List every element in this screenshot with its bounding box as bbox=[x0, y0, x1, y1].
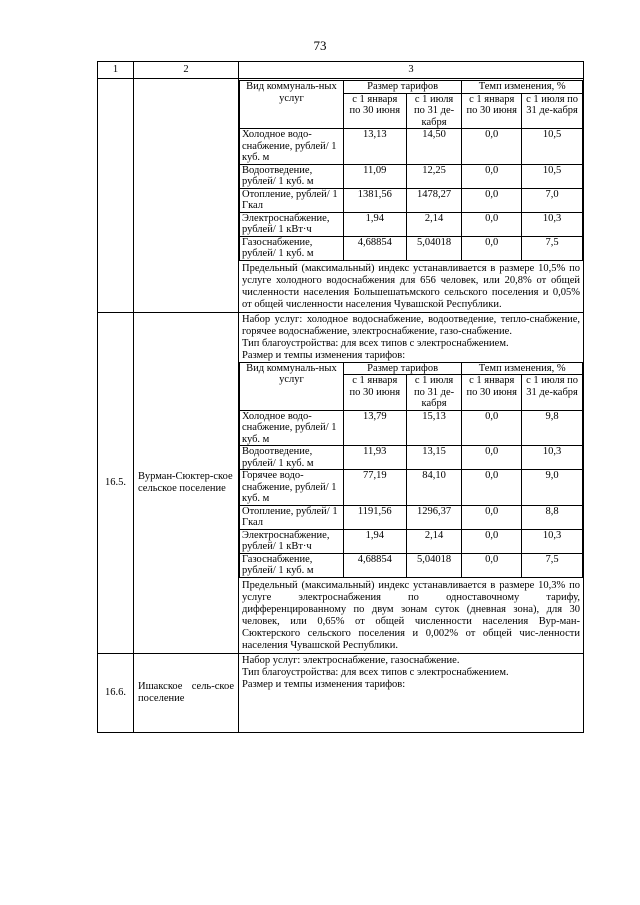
tariff-value: 1478,27 bbox=[406, 188, 462, 212]
service-name: Водоотведение, рублей/ 1 куб. м bbox=[240, 446, 344, 470]
tariff-value: 77,19 bbox=[343, 470, 406, 506]
change-rate-value: 10,5 bbox=[522, 129, 583, 165]
tariff-value: 11,09 bbox=[343, 164, 406, 188]
settlement-row bbox=[98, 312, 584, 653]
intro-paragraph: Набор услуг: электроснабжение, газоснабжение. bbox=[242, 654, 460, 666]
tariff-value: 1,94 bbox=[343, 529, 406, 553]
column-number: 3 bbox=[239, 62, 584, 79]
service-name: Электроснабжение, рублей/ 1 кВт·ч bbox=[240, 212, 344, 236]
change-rate-value: 0,0 bbox=[462, 410, 522, 446]
change-rate-value: 0,0 bbox=[462, 164, 522, 188]
service-header: Вид коммуналь-ных услуг bbox=[240, 81, 344, 129]
tariff-size-header: Размер тарифов bbox=[343, 81, 462, 94]
column-number: 1 bbox=[98, 62, 134, 79]
row-number bbox=[98, 79, 134, 313]
service-name: Холодное водо-снабжение, рублей/ 1 куб. м bbox=[240, 410, 344, 446]
intro-paragraph: Размер и темпы изменения тарифов: bbox=[242, 678, 406, 690]
tariff-value: 14,50 bbox=[406, 129, 462, 165]
tariff-value: 12,25 bbox=[406, 164, 462, 188]
tariff-row bbox=[240, 553, 583, 577]
tariff-value: 13,15 bbox=[406, 446, 462, 470]
change-rate-value: 0,0 bbox=[462, 236, 522, 260]
tariff-value: 1191,56 bbox=[343, 505, 406, 529]
service-name: Отопление, рублей/ 1 Гкал bbox=[240, 505, 344, 529]
tariff-row bbox=[240, 410, 583, 446]
tariff-value: 2,14 bbox=[406, 212, 462, 236]
change-rate-value: 9,0 bbox=[522, 470, 583, 506]
change-rate-header: Темп изменения, % bbox=[462, 81, 583, 94]
change-rate-value: 7,5 bbox=[522, 553, 583, 577]
period-header: с 1 января по 30 июня bbox=[343, 93, 406, 129]
change-rate-value: 7,5 bbox=[522, 236, 583, 260]
intro-paragraph: Размер и темпы изменения тарифов: bbox=[242, 349, 406, 361]
tariff-value: 5,04018 bbox=[406, 236, 462, 260]
tariff-description bbox=[239, 79, 584, 313]
tariff-value: 13,79 bbox=[343, 410, 406, 446]
intro-paragraph: Набор услуг: холодное водоснабжение, водоотведение, тепло-снабжение, горячее водоснабжение, электроснабжение, газо-снабжение. bbox=[242, 313, 580, 337]
change-rate-value: 0,0 bbox=[462, 129, 522, 165]
tariff-row bbox=[240, 129, 583, 165]
change-rate-value: 7,0 bbox=[522, 188, 583, 212]
change-rate-value: 0,0 bbox=[462, 212, 522, 236]
tariff-value: 84,10 bbox=[406, 470, 462, 506]
service-name: Холодное водо-снабжение, рублей/ 1 куб. м bbox=[240, 129, 344, 165]
period-header: с 1 июля по 31 де-кабря bbox=[406, 93, 462, 129]
service-name: Отопление, рублей/ 1 Гкал bbox=[240, 188, 344, 212]
tariff-value: 4,68854 bbox=[343, 236, 406, 260]
tariff-value: 15,13 bbox=[406, 410, 462, 446]
tariff-subtable bbox=[239, 362, 583, 578]
tariff-row bbox=[240, 164, 583, 188]
service-name: Газоснабжение, рублей/ 1 куб. м bbox=[240, 236, 344, 260]
service-name: Газоснабжение, рублей/ 1 куб. м bbox=[240, 553, 344, 577]
intro-paragraph: Тип благоустройства: для всех типов с электроснабжением. bbox=[242, 337, 509, 349]
continuation-space bbox=[242, 691, 580, 731]
settlement-name bbox=[134, 79, 239, 313]
service-name: Водоотведение, рублей/ 1 куб. м bbox=[240, 164, 344, 188]
service-name: Электроснабжение, рублей/ 1 кВт·ч bbox=[240, 529, 344, 553]
period-header: с 1 января по 30 июня bbox=[343, 375, 406, 411]
page-number: 73 bbox=[313, 38, 327, 53]
row-number: 16.5. bbox=[98, 312, 134, 653]
period-header: с 1 января по 30 июня bbox=[462, 375, 522, 411]
tariff-value: 1,94 bbox=[343, 212, 406, 236]
settlement-row bbox=[98, 79, 584, 313]
change-rate-value: 0,0 bbox=[462, 553, 522, 577]
tariff-value: 4,68854 bbox=[343, 553, 406, 577]
change-rate-value: 8,8 bbox=[522, 505, 583, 529]
change-rate-value: 0,0 bbox=[462, 188, 522, 212]
row-number: 16.6. bbox=[98, 653, 134, 732]
tariff-size-header: Размер тарифов bbox=[343, 362, 462, 375]
tariff-description bbox=[239, 312, 584, 653]
period-header: с 1 июля по 31 де-кабря bbox=[406, 375, 462, 411]
service-header: Вид коммуналь-ных услуг bbox=[240, 362, 344, 410]
change-rate-value: 0,0 bbox=[462, 470, 522, 506]
tariff-value: 13,13 bbox=[343, 129, 406, 165]
change-rate-header: Темп изменения, % bbox=[462, 362, 583, 375]
tariff-value: 2,14 bbox=[406, 529, 462, 553]
column-number: 2 bbox=[134, 62, 239, 79]
tariff-value: 5,04018 bbox=[406, 553, 462, 577]
tariff-description bbox=[239, 653, 584, 732]
change-rate-value: 0,0 bbox=[462, 529, 522, 553]
tariff-row bbox=[240, 236, 583, 260]
tariff-row bbox=[240, 470, 583, 506]
settlement-row bbox=[98, 653, 584, 732]
service-name: Горячее водо-снабжение, рублей/ 1 куб. м bbox=[240, 470, 344, 506]
change-rate-value: 10,3 bbox=[522, 212, 583, 236]
tariff-row bbox=[240, 188, 583, 212]
max-index-note: Предельный (максимальный) индекс устанавливается в размере 10,5% по услуге холодного водоснабжения для 656 человек, или 20,8% от общей численности населения Большешатьмского сельского поселения и 0,05% от общей численности населения Чувашской Республики. bbox=[242, 262, 580, 310]
period-header: с 1 января по 30 июня bbox=[462, 93, 522, 129]
intro-paragraph: Тип благоустройства: для всех типов с электроснабжением. bbox=[242, 666, 509, 678]
change-rate-value: 9,8 bbox=[522, 410, 583, 446]
tariff-table bbox=[97, 61, 584, 733]
period-header: с 1 июля по 31 де-кабря bbox=[522, 93, 583, 129]
max-index-note: Предельный (максимальный) индекс устанавливается в размере 10,3% по услуге электроснабжения по одноставочному тарифу, дифференцированному по двум зонам суток (дневная зона), для 30 человек, или 0,65% от общей численности населения Вур-ман-Сюктерского сельского поселения и 0,002% от общей чис-ленности населения Чувашской Республики. bbox=[242, 579, 580, 651]
tariff-value: 1381,56 bbox=[343, 188, 406, 212]
tariff-row bbox=[240, 505, 583, 529]
settlement-name: Ишакское сель-ское поселение bbox=[134, 653, 239, 732]
change-rate-value: 10,3 bbox=[522, 529, 583, 553]
column-number-row bbox=[98, 62, 584, 79]
tariff-value: 11,93 bbox=[343, 446, 406, 470]
change-rate-value: 10,3 bbox=[522, 446, 583, 470]
change-rate-value: 0,0 bbox=[462, 505, 522, 529]
change-rate-value: 10,5 bbox=[522, 164, 583, 188]
tariff-value: 1296,37 bbox=[406, 505, 462, 529]
change-rate-value: 0,0 bbox=[462, 446, 522, 470]
tariff-row bbox=[240, 212, 583, 236]
settlement-name: Вурман-Сюктер-ское сельское поселение bbox=[134, 312, 239, 653]
period-header: с 1 июля по 31 де-кабря bbox=[522, 375, 583, 411]
tariff-subtable bbox=[239, 80, 583, 261]
tariff-row bbox=[240, 529, 583, 553]
tariff-row bbox=[240, 446, 583, 470]
